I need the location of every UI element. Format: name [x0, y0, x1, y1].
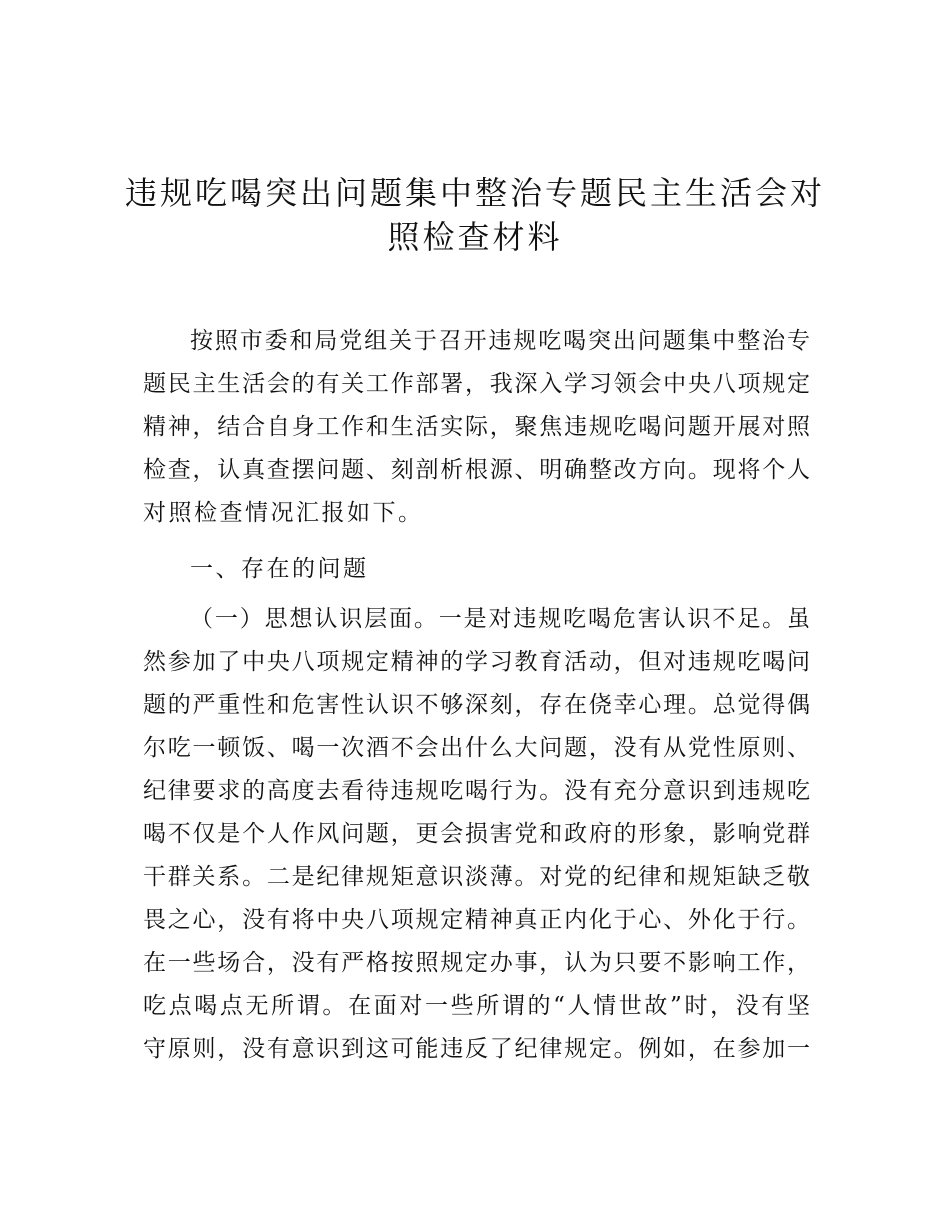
text-line: 对照检查情况汇报如下。	[143, 500, 424, 526]
text-line: 精神，结合自身工作和生活实际，聚焦违规吃喝问题开展对照	[143, 414, 810, 440]
text-line: 喝不仅是个人作风问题，更会损害党和政府的形象，影响党群	[143, 821, 810, 847]
text-line: 题的严重性和危害性认识不够深刻，存在侥幸心理。总觉得偶	[143, 692, 810, 718]
body-paragraph	[143, 600, 810, 1073]
intro-paragraph	[143, 322, 810, 537]
text-line: 干群关系。二是纪律规矩意识淡薄。对党的纪律和规矩缺乏敬	[143, 864, 810, 890]
document-title-line-1: 违规吃喝突出问题集中整治专题民主生活会对	[124, 174, 825, 212]
text-line: 然参加了中央八项规定精神的学习教育活动，但对违规吃喝问	[143, 649, 810, 675]
text-line: （一）思想认识层面。一是对违规吃喝危害认识不足。虽	[190, 606, 810, 632]
text-line: 尔吃一顿饭、喝一次酒不会出什么大问题，没有从党性原则、	[143, 735, 810, 761]
text-line: 在一些场合，没有严格按照规定办事，认为只要不影响工作，	[143, 950, 810, 976]
document-title-line-2: 照检查材料	[387, 218, 563, 256]
section-heading	[143, 550, 810, 593]
text-line: 吃点喝点无所谓。在面对一些所谓的“人情世故”时，没有坚	[143, 993, 810, 1019]
text-line: 按照市委和局党组关于召开违规吃喝突出问题集中整治专	[190, 328, 810, 354]
section-heading-text: 一、存在的问题	[190, 556, 369, 582]
text-line: 题民主生活会的有关工作部署，我深入学习领会中央八项规定	[143, 371, 810, 397]
text-line: 检查，认真查摆问题、刻剖析根源、明确整改方向。现将个人	[143, 457, 810, 483]
text-line: 守原则，没有意识到这可能违反了纪律规定。例如，在参加一	[143, 1036, 810, 1062]
text-line: 纪律要求的高度去看待违规吃喝行为。没有充分意识到违规吃	[143, 778, 810, 804]
document-body	[143, 322, 810, 1073]
text-line: 畏之心，没有将中央八项规定精神真正内化于心、外化于行。	[143, 907, 810, 933]
